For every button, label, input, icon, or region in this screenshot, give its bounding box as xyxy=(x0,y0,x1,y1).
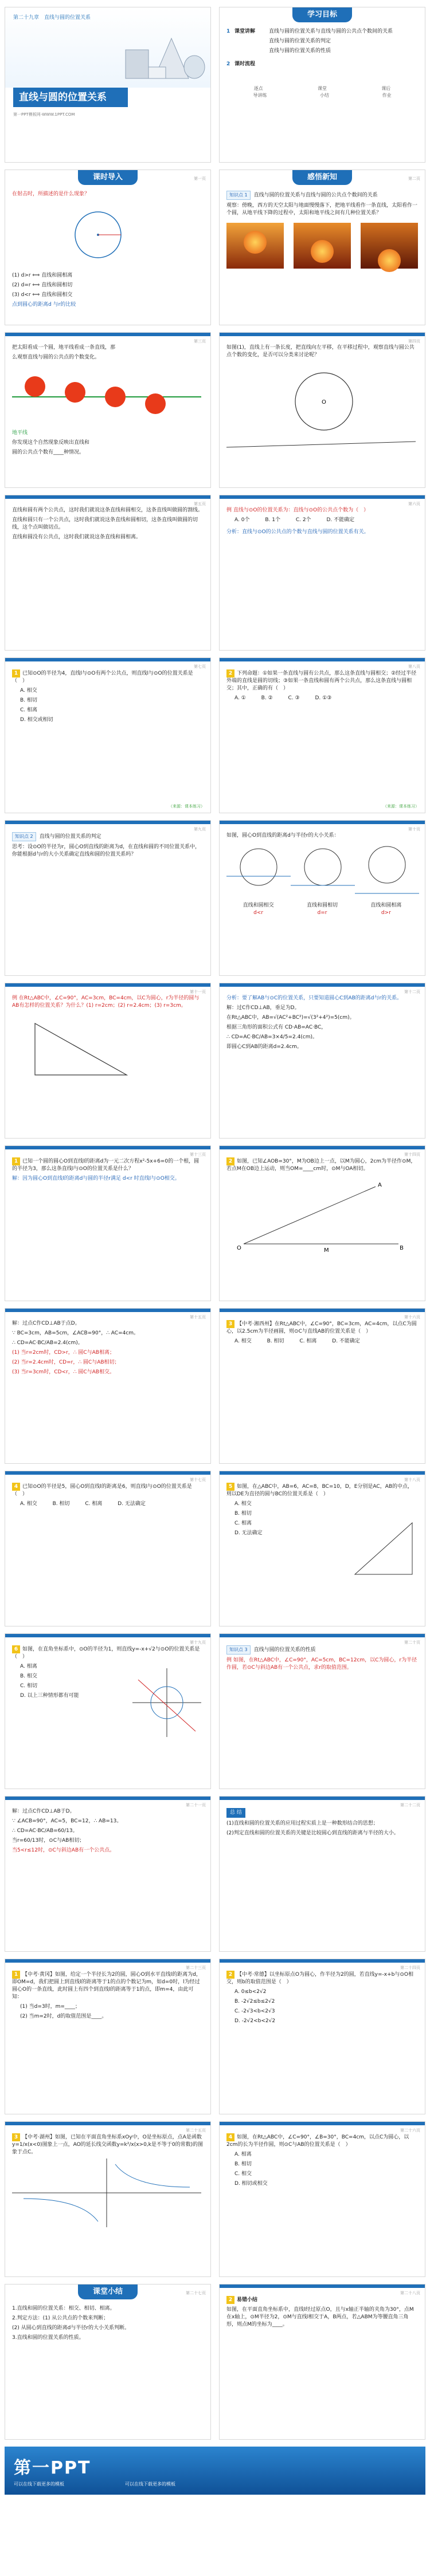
intro-header: 课时导入 xyxy=(5,170,210,185)
slide-solution3: 第十五页 解：过点C作CD⊥AB于点D。 ∵ BC=3cm，AB=5cm，∠ACB=90°，∴ AC=4cm。 ∴ CD=AC·BC/AB=2.4(cm)。 (1) 当r=2cm时，CD>r，∴ 圆C与AB相离； (2) 当r=2.4cm时，CD=r，∴ 圆C与AB相切； (3) 当r=3cm时，CD<r，∴ 圆C与AB相交。 xyxy=(5,1308,211,1464)
slide-practice11: 第二十五页 3 【中考·湖州】如图，已知在平面直角坐标系xOy中，O是坐标原点，点A是函数y=1/x(x<0)图象上一点，AO的延长线交函数y=k²/x(x>0,k是不等于0的常数)的图象于点C。 xyxy=(5,2121,211,2277)
svg-text:M: M xyxy=(324,1247,329,1254)
slide-example2: 第十一页 例 在Rt△ABC中，∠C=90°，AC=3cm，BC=4cm，以C为圆心，r为半径的圆与AB有怎样的位置关系？为什么？(1) r=2cm；(2) r=2.4cm；(3) r=3cm。 xyxy=(5,983,211,1139)
mistakes-body: 2 易错小结 如图，在平面直角坐标系中，直线l经过原点O，且与x轴正半轴的夹角为30°，点M在x轴上，⊙M半径为2，⊙M与直线l相交于A，B两点，若△ABM为等腰直角三角形，则点M的坐标为____。 xyxy=(226,2297,414,2328)
solution4-body: 解：过点C作CD⊥AB于D。 ∵ ∠ACB=90°，AC=5，BC=12，∴ AB=13。 ∴ CD=AC·BC/AB=60/13。 当r=60/13时，⊙C与AB相切； 当5<r≤12时，⊙C与斜边AB有一个公共点。 xyxy=(12,1809,122,1854)
summary-note-body: 总 结 (1)直线和圆的位置关系的应用过程实质上是一种数形结合的思想； (2)判定直线和圆的位置关系的关键是比较圆心到直线的距离与半径的大小。 xyxy=(226,1808,418,1840)
footer-right-text: 可以在线下载更多的模板 xyxy=(125,2482,175,2487)
kp2-body: 知识点 2 直线与圆的位置关系的判定 思考：设⊙O的半径为r，圆心O到直线的距离为d，在直线和圆的不同位置关系中，你能根据d与r的大小关系确定直线和圆的位置关系吗？ xyxy=(12,832,204,861)
summary-header: 课堂小结 xyxy=(5,2284,210,2299)
slide-practice9: 第二十三页 1 【中考·黄冈】如图，给定一个半径长为2的圆，圆心O到水平直线l的距离为d，即OM=d，我们把圆上到直线l的距离等于1的点的个数记为m，如d=0时，l为经过圆心O的一条直线，此时圆上有四个到直线l的距离等于1的点，即m=4，由此可知： (1) 当d=3时，m=____； (2) 当m=2时，d的取值范围是____。 xyxy=(5,1959,211,2114)
svg-text:O: O xyxy=(237,1245,241,1252)
row-4 xyxy=(5,495,425,651)
cover-chapter: 第二十九章 直线与圆的位置关系 xyxy=(13,15,91,21)
angle-aob-diagram xyxy=(226,1175,416,1255)
solution3-body: 解：过点C作CD⊥AB于点D。 ∵ BC=3cm，AB=5cm，∠ACB=90°，∴ AC=4cm。 ∴ CD=AC·BC/AB=2.4(cm)。 (1) 当r=2cm时，CD>r，∴ 圆C与AB相离； (2) 当r=2.4cm时，CD=r，∴ 圆C与AB相切； (3) 当r=3cm时，CD<r，∴ 圆C与AB相交。 xyxy=(12,1321,139,1376)
row-7 xyxy=(5,983,425,1139)
slide-class-summary: 课堂小结 第二十七页 1.直线和圆的位置关系：相交、相切、相离。 2.判定方法：(1) 从公共点的个数来判断； (2) 从圆心到直线的距离d与半径r的大小关系判断。 3.直线和圆的位置关系的性质。 xyxy=(5,2284,211,2440)
slide-solution4: 第二十一页 解：过点C作CD⊥AB于D。 ∵ ∠ACB=90°，AC=5，BC=12，∴ AB=13。 ∴ CD=AC·BC/AB=60/13。 当r=60/13时，⊙C与AB相切； 当5<r≤12时，⊙C与斜边AB有一个公共点。 xyxy=(5,1796,211,1952)
slide-summary-note: 第二十二页 总 结 (1)直线和圆的位置关系的应用过程实质上是一种数形结合的思想； (2)判定直线和圆的位置关系的关键是比较圆心到直线的距离与半径的大小。 xyxy=(219,1796,425,1952)
goals-body xyxy=(226,28,418,99)
svg-text:O: O xyxy=(322,399,326,406)
slide-practice8: 第十九页 6 如图，在直角坐标系中，⊙O的半径为1，则直线y=-x+√2与⊙O的位置关系是（ ） A. 相离 B. 相交 C. 相切 D. 以上三种情形都有可能 xyxy=(5,1633,211,1789)
horizon-diagram xyxy=(12,364,201,427)
slide-practice12: 第二十六页 4 如图，在Rt△ABC中，∠C=90°，∠B=30°，BC=4cm，以点C为圆心，以2cm的长为半径作圆，则⊙C与AB的位置关系是（ ） A. 相离 B. 相切 C. 相交 D. 相切或相交 xyxy=(219,2121,425,2277)
goals-flow: 逐点 课堂 课后 xyxy=(253,86,391,92)
slide-kp2: 第九页 知识点 2 直线与圆的位置关系的判定 思考：设⊙O的半径为r，圆心O到直线的距离为d，在直线和圆的不同位置关系中，你能根据d与r的大小关系确定直线和圆的位置关系吗？ xyxy=(5,820,211,976)
slide-practice1: 第七页 1 已知⊙O的半径为4，直线l与⊙O有两个公共点，则直线l与⊙O的位置关系是（ ） A. 相交 B. 相切 C. 相离 D. 相交或相切 （来源：课本练习） xyxy=(5,657,211,813)
slide-observe: 第四页 如图(1)，直线上有一条长度，把直线向左平移，在平移过程中，观察直线与圆公共点个数的变化，是否可以分类来讨论呢？ O xyxy=(219,332,425,488)
row-5 xyxy=(5,657,425,813)
slide-kp1: 感悟新知 第二页 知识点 1 直线与圆的位置关系与直线与圆的公共点个数间的关系 观察：傍晚，西方的天空太阳与地面慢慢落下，把地平线看作一条直线，太阳看作一个圆，从地平线下降的过程中，太阳和地平线之间有几种位置关系？ xyxy=(219,170,425,325)
slide-definitions: 第五页 直线和圆有两个公共点，这时我们就说这条直线和圆相交，这条直线叫做圆的割线。 直线和圆只有一个公共点，这时我们就说这条直线和圆相切，这条直线叫做圆的切线，这个点叫做切点。 直线和圆没有公共点，这时我们就说这条直线和圆相离。 xyxy=(5,495,211,651)
practice5-body: 3 【中考·湘西州】在Rt△ABC中，∠C=90°，BC=3cm，AC=4cm，以点C为圆心，以2.5cm为半径画圆，则⊙C与直线AB的位置关系是（ ） A. 相交 B. 相切 C. 相离 D. 不能确定 xyxy=(226,1321,417,1345)
row-9 xyxy=(5,1308,425,1464)
row-15 xyxy=(5,2284,425,2440)
goal-points: 直线与圆的位置关系与直线与圆的公共点个数间的关系 直线与圆的位置关系的判定 直线与圆的位置关系的性质 xyxy=(269,29,393,54)
cover-title: 直线与圆的位置关系 xyxy=(13,88,128,107)
definitions-body: 直线和圆有两个公共点，这时我们就说这条直线和圆相交，这条直线叫做圆的割线。 直线和圆只有一个公共点，这时我们就说这条直线和圆相切，这条直线叫做圆的切线，这个点叫做切点。 直线和圆没有公共点，这时我们就说这条直线和圆相离。 xyxy=(12,507,204,541)
practice12-body: 4 如图，在Rt△ABC中，∠C=90°，∠B=30°，BC=4cm，以点C为圆心，以2cm的长为半径作圆，则⊙C与AB的位置关系是（ ） A. 相离 B. 相切 C. 相交 D. 相切或相交 xyxy=(226,2134,409,2187)
goal-item: 1 课堂讲解 直线与圆的位置关系与直线与圆的公共点个数间的关系 直线与圆的位置关系的判定 直线与圆的位置关系的性质 xyxy=(226,28,418,57)
coordinate-circle-diagram xyxy=(132,1668,201,1737)
triangle-abc-diagram xyxy=(12,1012,201,1086)
slide-horizon: 第三页 把太阳看成一个圆，地平线看成一条直线，那 么观察直线与圆的公共点的个数变化。 地平线 你发现这个自然现象反映出直线和 圆的公共点个数有____种情况。 xyxy=(5,332,211,488)
horizon-body: 把太阳看成一个圆，地平线看成一条直线，那 么观察直线与圆的公共点的个数变化。 地平线 你发现这个自然现象反映出直线和 圆的公共点个数有____种情况。 xyxy=(12,344,204,459)
footer-left-text: 可以在线下载更多的模板 xyxy=(14,2482,64,2487)
three-cases-body: 如图，圆心O到直线的距离d与半径r的大小关系： 直线和圆相交 直线和圆相切 直线和圆相离 d<r d=r d>r xyxy=(226,832,418,917)
practice8-body: 6 如图，在直角坐标系中，⊙O的半径为1，则直线y=-x+√2与⊙O的位置关系是（ ） A. 相离 B. 相交 C. 相切 D. 以上三种情形都有可能 xyxy=(12,1645,204,1702)
geometry-shapes-image xyxy=(120,27,206,90)
case-relations: d<r d=r d>r xyxy=(253,910,391,916)
practice10-body: 2 【中考·常德】以坐标原点O为圆心，作半径为2的圆，若直线y=-x+b与⊙O相交，则b的取值范围是（ ） A. 0≤b<2√2 B. -2√2≤b≤2√2 C. -2√3<b<2√3 D. -2√2<b<2√2 xyxy=(226,1972,413,2024)
example2-body: 例 在Rt△ABC中，∠C=90°，AC=3cm，BC=4cm，以C为圆心，r为半径的圆与AB有怎样的位置关系？为什么？(1) r=2cm；(2) r=2.4cm；(3) r=3cm。 xyxy=(12,995,204,1089)
slide-cover xyxy=(5,7,211,163)
practice7-body: 5 如图，在△ABC中，AB=6，AC=8，BC=10，D，E分别是AC，AB的中点，则以DE为直径的圆与BC的位置关系是（ ） A. 相交 B. 相切 C. 相离 D. 无法确定 xyxy=(226,1483,418,1539)
slide-example1: 第六页 例 直线与⊙O的位置关系为：直线与⊙O的公共点个数为（ ） A. 0个 B. 1个 C. 2个 D. 不能确定 分析：直线与⊙O的公共点的个数与直线与圆的位置关系有关。 xyxy=(219,495,425,651)
row-8 xyxy=(5,1145,425,1301)
slide-mistakes: 第二十八页 2 易错小结 如图，在平面直角坐标系中，直线l经过原点O，且与x轴正半轴的夹角为30°，点M在x轴上，⊙M半径为2，⊙M与直线l相交于A，B两点，若△ABM为等腰直角三角形，则点M的坐标为____。 xyxy=(219,2284,425,2440)
example1-body: 例 直线与⊙O的位置关系为：直线与⊙O的公共点个数为（ ） A. 0个 B. 1个 C. 2个 D. 不能确定 分析：直线与⊙O的公共点的个数与直线与圆的位置关系有关。 xyxy=(226,507,369,535)
cover-url: 第一PPT模板网-WWW.1PPT.COM xyxy=(13,112,75,117)
slide-practice3: 第十三页 1 已知一个圆的圆心O到直线l的距离d为一元二次方程x²-5x+6=0的一个根，圆的半径为3，那么这条直线l与⊙O的位置关系是什么？ 解：因为圆心O到直线l的距离d与圆的半径r满足 d<r 时直线l与⊙O相交。 xyxy=(5,1145,211,1301)
practice11-body: 3 【中考·湖州】如图，已知在平面直角坐标系xOy中，O是坐标原点，点A是函数y=1/x(x<0)图象上一点，AO的延长线交函数y=k²/x(x>0,k是不等于0的常数)的图象于点C。 xyxy=(12,2133,204,2230)
row-13 xyxy=(5,1959,425,2114)
slide-solution2: 第十二页 分析：要了解AB与⊙C的位置关系，只要知道圆心C到AB的距离d与r的关系。 解：过C作CD⊥AB，垂足为D。 在Rt△ABC中，AB=√(AC²+BC²)=√(3²+4²)=5(cm)。 根据三角形的面积公式有 CD·AB=AC·BC， ∴ CD=AC·BC/AB=3×4/5=2.4(cm)。 即圆心C到AB的距离d=2.4cm。 xyxy=(219,983,425,1139)
slide-kp3: 第二十页 知识点 3 直线与圆的位置关系的性质 例 如图，在Rt△ABC中，∠C=90°，AC=5cm，BC=12cm，以C为圆心，r为半径作圆，若⊙C与斜边AB有一个公共点，求r的取值范围。 xyxy=(219,1633,425,1789)
row-1 xyxy=(5,7,425,163)
sunset-images xyxy=(226,223,418,269)
row-12 xyxy=(5,1796,425,1952)
svg-text:B: B xyxy=(400,1245,404,1252)
solution2-body: 分析：要了解AB与⊙C的位置关系，只要知道圆心C到AB的距离d与r的关系。 解：过C作CD⊥AB，垂足为D。 在Rt△ABC中，AB=√(AC²+BC²)=√(3²+4²)=5(cm)。 根据三角形的面积公式有 CD·AB=AC·BC， ∴ CD=AC·BC/AB=3×4/5=2.4(cm)。 即圆心C到AB的距离d=2.4cm。 xyxy=(226,995,402,1050)
row-3 xyxy=(5,332,425,488)
row-10 xyxy=(5,1471,425,1626)
hyperbola-diagram xyxy=(12,2159,201,2227)
row-11 xyxy=(5,1633,425,1789)
intro-circle-diagram xyxy=(12,200,201,269)
practice6-body: 4 已知⊙O的半径是5，圆心O到直线l的距离是6，则直线l与⊙O的位置关系是（ ） A. 相交 B. 相切 C. 相离 D. 无法确定 xyxy=(12,1484,192,1507)
practice1-body: 1 已知⊙O的半径为4，直线l与⊙O有两个公共点，则直线l与⊙O的位置关系是（ ） A. 相交 B. 相切 C. 相离 D. 相交或相切 xyxy=(12,671,193,723)
svg-text:A: A xyxy=(378,1182,382,1189)
slide-practice7: 第十八页 5 如图，在△ABC中，AB=6，AC=8，BC=10，D，E分别是AC，AB的中点，则以DE为直径的圆与BC的位置关系是（ ） A. 相交 B. 相切 C. 相离 D. 无法确定 xyxy=(219,1471,425,1626)
intro-body: 在射击时，所描述的是什么现象？ (1) d>r ⟺ 直线和圆相离 (2) d=r ⟺ 直线和圆相切 (3) d<r ⟺ 直线和圆相交 点到圆心的距离d 与r的比较 xyxy=(12,191,204,311)
practice3-body: 1 已知一个圆的圆心O到直线l的距离d为一元二次方程x²-5x+6=0的一个根，圆的半径为3，那么这条直线l与⊙O的位置关系是什么？ 解：因为圆心O到直线l的距离d与圆的半径r满足 d<r 时直线l与⊙O相交。 xyxy=(12,1159,200,1182)
slide-three-cases: 第十页 如图，圆心O到直线的距离d与半径r的大小关系： 直线和圆相交 直线和圆相切 直线和圆相离 d<r d=r d>r xyxy=(219,820,425,976)
practice4-body: 2 如图，已知∠AOB=30°，M为OB边上一点，以M为圆心，2cm为半径作⊙M，若点M在OB边上运动，则当OM=____cm时，⊙M与OA相切。 O A M B xyxy=(226,1157,418,1258)
kp1-header: 感悟新知 xyxy=(220,170,425,185)
row-6 xyxy=(5,820,425,976)
observe-body: 如图(1)，直线上有一条长度，把直线向左平移，在平移过程中，观察直线与圆公共点个数的变化，是否可以分类来讨论呢？ O xyxy=(226,344,418,462)
practice9-body: 1 【中考·黄冈】如图，给定一个半径长为2的圆，圆心O到水平直线l的距离为d，即OM=d，我们把圆上到直线l的距离等于1的点的个数记为m，如d=0时，l为经过圆心O的一条直线，此时圆上有四个到直线l的距离等于1的点，即m=4，由此可知： (1) 当d=3时，m=____； (2) 当m=2时，d的取值范围是____。 xyxy=(12,1972,201,2020)
slide-intro: 课时导入 第一页 在射击时，所描述的是什么现象？ (1) d>r ⟺ 直线和圆相离 (2) d=r ⟺ 直线和圆相切 (3) d<r ⟺ 直线和圆相交 点到圆心的距离d 与r的比较 xyxy=(5,170,211,325)
slide-practice10: 第二十四页 2 【中考·常德】以坐标原点O为圆心，作半径为2的圆，若直线y=-x+b与⊙O相交，则b的取值范围是（ ） A. 0≤b<2√2 B. -2√2≤b≤2√2 C. -2√3<b<2√3 D. -2√2<b<2√2 xyxy=(219,1959,425,2114)
three-cases-diagram xyxy=(226,842,419,899)
slide-goals xyxy=(219,7,425,163)
slide-practice5: 第十六页 3 【中考·湘西州】在Rt△ABC中，∠C=90°，BC=3cm，AC=4cm，以点C为圆心，以2.5cm为半径画圆，则⊙C与直线AB的位置关系是（ ） A. 相交 B. 相切 C. 相离 D. 不能确定 xyxy=(219,1308,425,1464)
footer-banner xyxy=(5,2447,425,2495)
kp1-body: 知识点 1 直线与圆的位置关系与直线与圆的公共点个数间的关系 观察：傍晚，西方的天空太阳与地面慢慢落下，把地平线看作一条直线，太阳看作一个圆，从地平线下降的过程中，太阳和地平线之间有几种位置关系？ xyxy=(226,191,418,269)
goals-header: 学习目标 xyxy=(220,7,425,22)
observe-diagram xyxy=(226,361,416,459)
slide-practice2: 第八页 2 下列命题：①如果一条直线与圆有公共点，那么这条直线与圆相交；②经过半径外端的直线是圆的切线；③如果一条直线和圆有两个公共点，那么这条直线与圆相交；其中，正确的有（ ） A. ① B. ② C. ③ D. ①③ （来源：课本练习） xyxy=(219,657,425,813)
brand-logo: 第一PPT xyxy=(14,2458,91,2478)
slide-practice6: 第十七页 4 已知⊙O的半径是5，圆心O到直线l的距离是6，则直线l与⊙O的位置关系是（ ） A. 相交 B. 相切 C. 相离 D. 无法确定 xyxy=(5,1471,211,1626)
practice2-body: 2 下列命题：①如果一条直线与圆有公共点，那么这条直线与圆相交；②经过半径外端的直线是圆的切线；③如果一条直线和圆有两个公共点，那么这条直线与圆相交；其中，正确的有（ ） A. ① B. ② C. ③ D. ①③ xyxy=(226,671,417,702)
triangle-de-diagram xyxy=(349,1517,418,1580)
kp3-body: 知识点 3 直线与圆的位置关系的性质 例 如图，在Rt△ABC中，∠C=90°，AC=5cm，BC=12cm，以C为圆心，r为半径作圆，若⊙C与斜边AB有一个公共点，求r的取值范围。 xyxy=(226,1645,418,1674)
slide-practice4: 第十四页 2 如图，已知∠AOB=30°，M为OB边上一点，以M为圆心，2cm为半径作⊙M，若点M在OB边上运动，则当OM=____cm时，⊙M与OA相切。 O A M B xyxy=(219,1145,425,1301)
row-2 xyxy=(5,170,425,325)
class-summary-body: 1.直线和圆的位置关系：相交、相切、相离。 2.判定方法：(1) 从公共点的个数来判断； (2) 从圆心到直线的距离d与半径r的大小关系判断。 3.直线和圆的位置关系的性质。 xyxy=(12,2306,130,2341)
goals-flow-2: 导讲练 小结 作业 xyxy=(253,92,392,98)
goal-item: 2 课时流程 xyxy=(226,61,256,68)
row-14 xyxy=(5,2121,425,2277)
case-labels: 直线和圆相交 直线和圆相切 直线和圆相离 xyxy=(243,903,402,909)
